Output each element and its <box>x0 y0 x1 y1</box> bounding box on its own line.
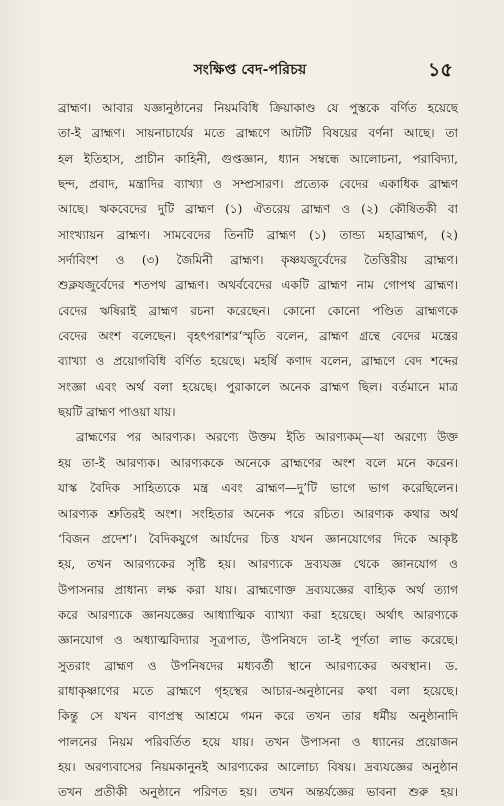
paragraph-brahmana <box>58 96 458 425</box>
page-header <box>0 58 504 82</box>
text-line: রাধাকৃষ্ণাণের মতে ব্রাহ্মণে গৃহস্থের আচার-অনুষ্ঠানের কথা বলা হয়েছে। <box>58 683 458 698</box>
text-line: ব্রাহ্মণের পর আরণ্যক। অরণ্যে উক্তম ইতি আরণ্যকম্—যা অরণ্যে উক্ত <box>76 430 458 445</box>
text-line: সুতরাং ব্রাহ্মণ ও উপনিষদের মধ্যবর্তী স্থানে আরণ্যকের অবস্থান। ড. <box>58 658 458 673</box>
text-line: পালনের নিয়ম পরিবর্তিত হয়ে যায়। তখন উপাসনা ও ধ্যানের প্রয়োজন <box>58 734 458 749</box>
text-line: সর্দাবিংশ ও (৩) জৈমিনী ব্রাহ্মণ। কৃষ্ণযজুর্বেদের তৈত্তিরীয় ব্রাহ্মণ। <box>58 253 458 268</box>
page-body <box>58 96 458 806</box>
text-line: বেদের ঋষিরাই ব্রাহ্মণ রচনা করেছেন। কোনো কোনো পণ্ডিত ব্রাহ্মণকে <box>58 303 458 318</box>
text-line: তা-ই ব্রাহ্মণ। সায়নাচার্যের মতে ব্রাহ্মণে আটটি বিষয়ের বর্ণনা আছে। তা <box>58 126 458 141</box>
text-line: হল ইতিহাস, প্রাচীন কাহিনী, গুপ্তজ্ঞান, ধ্যান সম্বন্ধে আলোচনা, পরাবিদ্যা, <box>58 151 458 166</box>
text-line: আছে। ঋকবেদের দুটি ব্রাহ্মণ (১) ঐতরেয় ব্রাহ্মণ ও (২) কৌষিতকী বা <box>58 202 458 217</box>
paragraph-aranyaka <box>58 425 458 805</box>
text-line: ব্রাহ্মণ। আবার যজ্ঞানুষ্ঠানের নিয়মবিধি ক্রিয়াকাণ্ড যে পুস্তকে বর্ণিত হয়েছে <box>58 101 458 115</box>
text-line: যাস্ক বৈদিক সাহিত্যকে মন্ত্র এবং ব্রাহ্মণ—দু’টি ভাগে ভাগ করেছিলেন। <box>58 481 458 496</box>
text-line: ব্যাখ্যা ও প্রয়োগবিধি বর্ণিত হয়েছে। মহর্ষি কণাদ বলেন, ব্রাহ্মণে বেদ শব্দের <box>58 354 458 369</box>
text-line: ‘বিজন প্রদেশ’। বৈদিকযুগে আর্যদের চিত্ত যখন জ্ঞানযোগের দিকে আকৃষ্ট <box>58 531 458 546</box>
text-line: বেদের অংশ বলেছেন। বৃহৎপরাশর‘স্মৃতি বলেন, ব্রাহ্মণ গ্রন্থে বেদের মন্ত্রের <box>58 329 458 344</box>
text-line: ছন্দ, প্রবাদ, মন্ত্রাদির ব্যাখ্যা ও সম্প্রসারণ। প্রত্যেক বেদের একাধিক ব্রাহ্মণ <box>58 177 458 192</box>
text-line: হয়, তখন আরণ্যকের সৃষ্টি হয়। আরণ্যকে দ্রব্যযজ্ঞ থেকে জ্ঞানযোগ ও <box>58 557 458 572</box>
text-line: উপাসনার প্রাধান্য লক্ষ করা যায়। ব্রাহ্মণোক্ত দ্রব্যযজ্ঞের বাহ্যিক অর্থ ত্যাগ <box>58 582 458 597</box>
text-line: জ্ঞানযোগ ও অধ্যাত্মবিদ্যার সূত্রপাত, উপনিষদে তা-ই পূর্ণতা লাভ করেছে। <box>58 633 458 648</box>
text-line: তখন প্রতীকী অনুষ্ঠানে পরিণত হয়। তখন অন্তর্যজ্ঞের ভাবনা শুরু হয়। <box>58 785 458 800</box>
running-title: সংক্ষিপ্ত বেদ-পরিচয় <box>193 62 307 78</box>
text-line: সাংখ্যায়ন ব্রাহ্মণ। সামবেদের তিনটি ব্রাহ্মণ (১) তান্ড্য মহাব্রাহ্মণ, (২) <box>58 227 458 242</box>
text-line: সংজ্ঞা এবং অর্থ বলা হয়েছে। পুরাকালে অনেক ব্রাহ্মণ ছিল। বর্তমানে মাত্র <box>58 379 458 394</box>
text-line: হয়। অরণ্যবাসের নিয়মকানুনই আরণ্যকের আলোচ্য বিষয়। দ্রব্যযজ্ঞের অনুষ্ঠান <box>58 759 458 774</box>
text-line: করে আরণ্যকে জ্ঞানযজ্ঞের আধ্যাত্মিক ব্যাখ্যা করা হয়েছে। অর্থাৎ আরণ্যকে <box>58 607 458 622</box>
text-line: কিন্তু সে যখন বাণপ্রস্থ আশ্রমে গমন করে তখন তার ধর্মীয় অনুষ্ঠানাদি <box>58 709 458 724</box>
text-line: শুক্লযজুর্বেদের শতপথ ব্রাহ্মণ। অথর্ববেদের একটি ব্রাহ্মণ নাম গোপথ ব্রাহ্মণ। <box>58 278 458 293</box>
page-number: ১৫ <box>428 59 453 81</box>
text-line: ছয়টি ব্রাহ্মণ পাওয়া যায়। <box>58 405 176 420</box>
text-line: আরণ্যক শ্রুতিরই অংশ। সংহিতার অনেক পরে রচিত। আরণ্যক কথার অর্থ <box>58 506 458 521</box>
text-line: হয় তা-ই আরণ্যক। আরণ্যককে অনেকে ব্রাহ্মণের অংশ বলে মনে করেন। <box>58 455 458 470</box>
